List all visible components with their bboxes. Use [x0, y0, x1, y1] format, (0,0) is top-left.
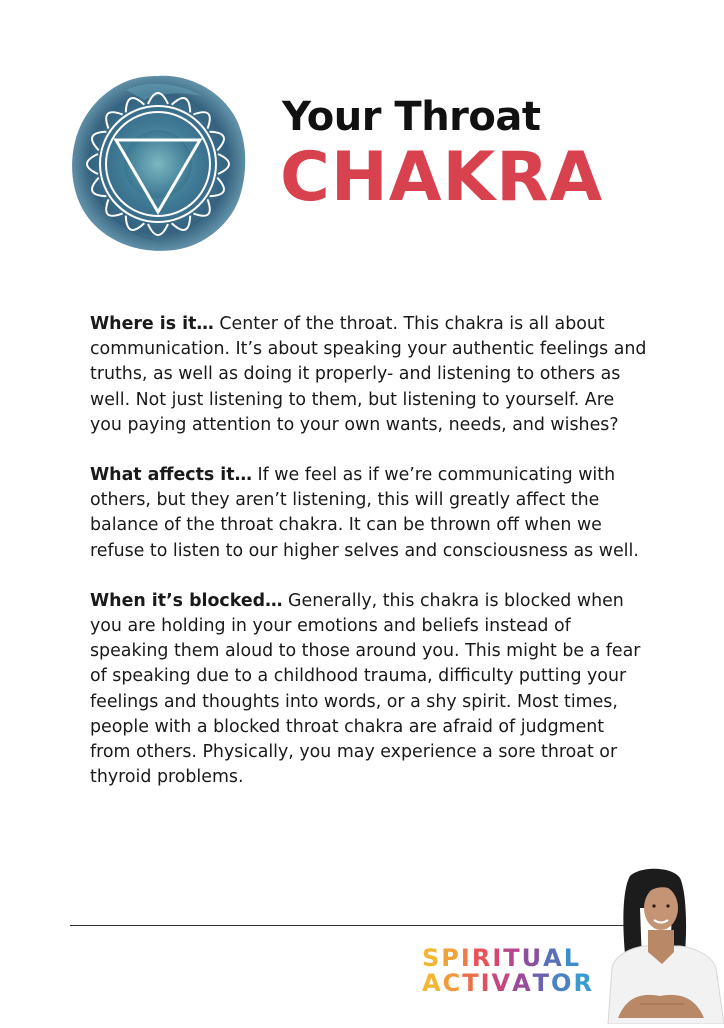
brand-letter: S — [422, 944, 442, 972]
page-title: Your Throat — [282, 94, 541, 140]
person-photo — [600, 868, 724, 1024]
section-lead: Where is it… — [90, 314, 214, 334]
section-lead: What affects it… — [90, 465, 252, 486]
brand-letter: O — [551, 969, 574, 997]
brand-letter: A — [512, 969, 533, 997]
section-text: If we feel as if we’re communicating with others, but they aren’t listening, this will greatly affect the balance of the throat chakra. It can be thrown off when we refuse to listen to our higher selves and consciousness as well. — [90, 465, 639, 561]
section-lead: When it’s blocked… — [90, 590, 283, 611]
brand-letter: L — [563, 944, 581, 972]
brand-letter: A — [422, 969, 443, 997]
brand-letter: T — [462, 969, 481, 997]
brand-letter: V — [491, 969, 513, 997]
page-title-emphasis: CHAKRA — [280, 138, 604, 217]
section-blocked — [90, 589, 650, 791]
section-text: Generally, this chakra is blocked when you are holding in your emotions and beliefs instead of speaking them aloud to those around you. This might be a fear of speaking due to a childhood trauma, difficulty putting your feelings and thoughts into words, or a shy spirit. Most times, people with a blocked throat chakra are afraid of judgment from others. Physically, you may experience a sore throat or thyroid problems. — [90, 590, 641, 788]
brand-letter: T — [503, 944, 522, 972]
throat-chakra-icon — [66, 70, 250, 254]
footer-divider — [70, 925, 636, 926]
brand-letter: U — [521, 944, 544, 972]
brand-letter: R — [471, 944, 493, 972]
brand-letter: T — [532, 969, 552, 997]
brand-letter: C — [442, 969, 463, 997]
brand-letter: I — [480, 969, 492, 997]
brand-letter: I — [492, 944, 504, 972]
body-text — [90, 312, 650, 815]
brand-letter: I — [460, 944, 472, 972]
section-where — [90, 312, 650, 438]
section-text: Center of the throat. This chakra is all about communication. It’s about speaking your authentic feelings and truths, as well as doing it properly- and listening to others as well. Not just listening to them, but listening to yourself. Are you paying attention to your own wants, needs, and wishes? — [90, 314, 647, 435]
brand-letter: R — [573, 969, 594, 997]
brand-line1 — [422, 946, 594, 971]
brand-logo — [422, 946, 594, 996]
brand-letter: P — [441, 944, 461, 972]
brand-line2 — [422, 971, 594, 996]
brand-letter: A — [543, 944, 564, 972]
section-affects — [90, 463, 650, 564]
